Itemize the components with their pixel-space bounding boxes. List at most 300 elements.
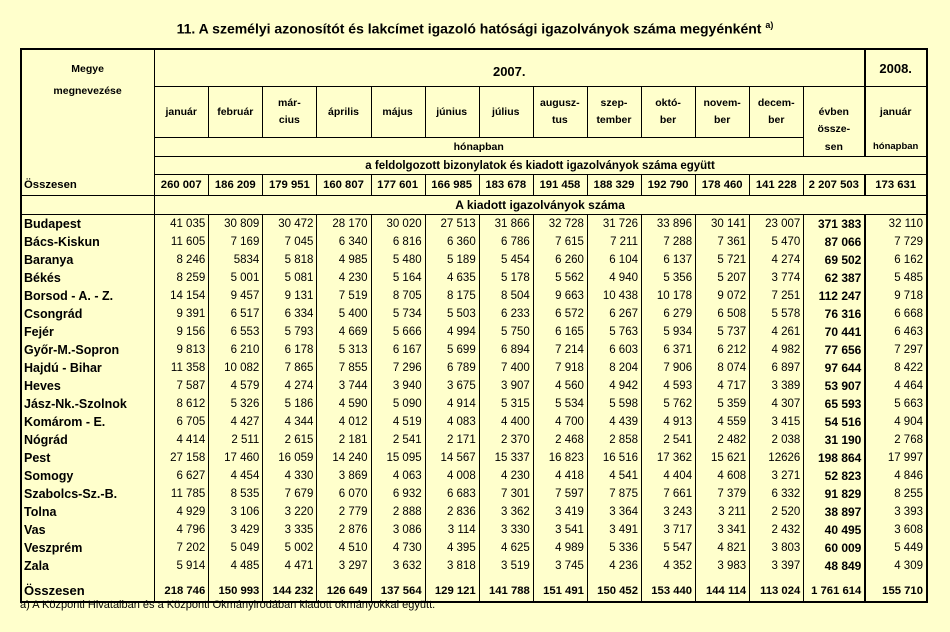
processed-total-label: Összesen — [21, 175, 155, 196]
county-value: 4 330 — [263, 467, 317, 485]
county-value: 4 307 — [750, 395, 804, 413]
grand-total-value: 144 232 — [263, 581, 317, 602]
county-value: 5 480 — [371, 251, 425, 269]
county-value: 3 243 — [642, 503, 696, 521]
table-row — [21, 305, 927, 323]
county-value: 54 516 — [804, 413, 866, 431]
county-value: 2 615 — [263, 431, 317, 449]
county-value: 4 985 — [317, 251, 371, 269]
county-value: 6 627 — [155, 467, 209, 485]
county-value: 4 344 — [263, 413, 317, 431]
county-name: Vas — [21, 521, 155, 539]
county-value: 4 274 — [750, 251, 804, 269]
county-value: 2 779 — [317, 503, 371, 521]
grand-total-value: 150 452 — [587, 581, 641, 602]
county-value: 4 625 — [479, 539, 533, 557]
county-value: 9 718 — [865, 287, 927, 305]
county-value: 2 482 — [696, 431, 750, 449]
processed-value: 160 807 — [317, 175, 371, 196]
county-value: 33 896 — [642, 214, 696, 233]
county-value: 5 762 — [642, 395, 696, 413]
county-value: 8 422 — [865, 359, 927, 377]
county-value: 6 267 — [587, 305, 641, 323]
county-value: 5 326 — [209, 395, 263, 413]
county-value: 4 914 — [425, 395, 479, 413]
month-header-7: augusz- tus — [533, 87, 587, 138]
table-row — [21, 323, 927, 341]
county-value: 6 683 — [425, 485, 479, 503]
table-row — [21, 521, 927, 539]
county-value: 4 929 — [155, 503, 209, 521]
processed-value: 141 228 — [750, 175, 804, 196]
county-value: 28 170 — [317, 214, 371, 233]
county-value: 4 230 — [317, 269, 371, 287]
blank-cell — [21, 195, 155, 214]
county-value: 5 313 — [317, 341, 371, 359]
county-value: 7 379 — [696, 485, 750, 503]
county-value: 14 567 — [425, 449, 479, 467]
county-value: 60 009 — [804, 539, 866, 557]
county-value: 8 246 — [155, 251, 209, 269]
processed-value: 177 601 — [371, 175, 425, 196]
table-row — [21, 449, 927, 467]
county-value: 6 070 — [317, 485, 371, 503]
county-value: 17 362 — [642, 449, 696, 467]
issued-label-row — [21, 195, 927, 214]
county-value: 77 656 — [804, 341, 866, 359]
county-value: 4 913 — [642, 413, 696, 431]
county-value: 5 178 — [479, 269, 533, 287]
county-value: 5 578 — [750, 305, 804, 323]
county-header-line2: megnevezése — [53, 85, 122, 97]
table-row — [21, 539, 927, 557]
county-value: 4 717 — [696, 377, 750, 395]
data-table — [20, 48, 928, 603]
county-value: 5 315 — [479, 395, 533, 413]
county-name: Csongrád — [21, 305, 155, 323]
county-value: 5 002 — [263, 539, 317, 557]
county-value: 3 393 — [865, 503, 927, 521]
county-value: 16 059 — [263, 449, 317, 467]
county-value: 4 083 — [425, 413, 479, 431]
county-name: Somogy — [21, 467, 155, 485]
county-value: 5 750 — [479, 323, 533, 341]
county-value: 4 454 — [209, 467, 263, 485]
table-row — [21, 503, 927, 521]
county-value: 4 395 — [425, 539, 479, 557]
grand-total-value: 153 440 — [642, 581, 696, 602]
county-value: 4 982 — [750, 341, 804, 359]
county-value: 4 994 — [425, 323, 479, 341]
county-value: 6 104 — [587, 251, 641, 269]
county-value: 6 137 — [642, 251, 696, 269]
county-value: 6 517 — [209, 305, 263, 323]
county-value: 8 175 — [425, 287, 479, 305]
county-value: 5 737 — [696, 323, 750, 341]
county-value: 10 082 — [209, 359, 263, 377]
county-name: Tolna — [21, 503, 155, 521]
county-value: 3 415 — [750, 413, 804, 431]
county-value: 5 663 — [865, 395, 927, 413]
county-value: 3 211 — [696, 503, 750, 521]
county-value: 30 809 — [209, 214, 263, 233]
grand-total-value: 129 121 — [425, 581, 479, 602]
table-row — [21, 359, 927, 377]
table-row — [21, 377, 927, 395]
grand-total-value: 144 114 — [696, 581, 750, 602]
county-value: 11 785 — [155, 485, 209, 503]
county-value: 32 728 — [533, 214, 587, 233]
county-name: Bács-Kiskun — [21, 233, 155, 251]
county-value: 6 463 — [865, 323, 927, 341]
county-value: 6 279 — [642, 305, 696, 323]
county-value: 5 485 — [865, 269, 927, 287]
county-value: 31 866 — [479, 214, 533, 233]
processed-value: 260 007 — [155, 175, 209, 196]
county-value: 3 397 — [750, 557, 804, 575]
county-value: 3 364 — [587, 503, 641, 521]
county-value: 10 438 — [587, 287, 641, 305]
county-value: 2 468 — [533, 431, 587, 449]
county-value: 5 914 — [155, 557, 209, 575]
county-value: 3 803 — [750, 539, 804, 557]
county-value: 3 744 — [317, 377, 371, 395]
county-value: 11 605 — [155, 233, 209, 251]
county-value: 8 259 — [155, 269, 209, 287]
county-name: Baranya — [21, 251, 155, 269]
county-value: 3 362 — [479, 503, 533, 521]
county-value: 371 383 — [804, 214, 866, 233]
month-header-11: decem- ber — [750, 87, 804, 138]
county-value: 4 904 — [865, 413, 927, 431]
county-value: 6 816 — [371, 233, 425, 251]
county-value: 31 726 — [587, 214, 641, 233]
county-value: 10 178 — [642, 287, 696, 305]
county-value: 8 705 — [371, 287, 425, 305]
county-value: 6 668 — [865, 305, 927, 323]
honapban-2008: hónapban — [865, 138, 927, 157]
county-value: 6 360 — [425, 233, 479, 251]
year-2007-header: 2007. — [155, 49, 866, 87]
county-value: 7 045 — [263, 233, 317, 251]
county-value: 9 457 — [209, 287, 263, 305]
county-value: 3 541 — [533, 521, 587, 539]
county-value: 4 261 — [750, 323, 804, 341]
processed-value: 188 329 — [587, 175, 641, 196]
county-value: 2 511 — [209, 431, 263, 449]
county-value: 4 559 — [696, 413, 750, 431]
grand-total-value: 126 649 — [317, 581, 371, 602]
jan-2008-header: január — [865, 87, 927, 138]
county-value: 4 846 — [865, 467, 927, 485]
county-value: 3 086 — [371, 521, 425, 539]
county-value: 5 562 — [533, 269, 587, 287]
county-value: 6 210 — [209, 341, 263, 359]
county-value: 7 519 — [317, 287, 371, 305]
county-value: 3 818 — [425, 557, 479, 575]
county-value: 5 534 — [533, 395, 587, 413]
county-value: 2 038 — [750, 431, 804, 449]
county-value: 76 316 — [804, 305, 866, 323]
county-name: Komárom - E. — [21, 413, 155, 431]
honapban-header: hónapban — [155, 138, 804, 157]
county-value: 6 260 — [533, 251, 587, 269]
yearly-total-sen: sen — [804, 138, 866, 157]
county-name: Szabolcs-Sz.-B. — [21, 485, 155, 503]
county-value: 5 189 — [425, 251, 479, 269]
county-value: 3 745 — [533, 557, 587, 575]
county-value: 4 274 — [263, 377, 317, 395]
processed-value: 179 951 — [263, 175, 317, 196]
county-value: 3 774 — [750, 269, 804, 287]
county-value: 4 821 — [696, 539, 750, 557]
grand-total-label: Összesen — [21, 581, 155, 602]
county-value: 4 942 — [587, 377, 641, 395]
county-value: 7 865 — [263, 359, 317, 377]
county-value: 4 012 — [317, 413, 371, 431]
grand-total-value: 113 024 — [750, 581, 804, 602]
header-row-processed — [21, 157, 927, 175]
county-value: 9 072 — [696, 287, 750, 305]
processed-value: 183 678 — [479, 175, 533, 196]
table-row — [21, 557, 927, 575]
table-row — [21, 269, 927, 287]
table-row — [21, 467, 927, 485]
county-value: 3 330 — [479, 521, 533, 539]
processed-value: 166 985 — [425, 175, 479, 196]
county-value: 91 829 — [804, 485, 866, 503]
county-value: 7 202 — [155, 539, 209, 557]
county-value: 7 211 — [587, 233, 641, 251]
county-value: 15 621 — [696, 449, 750, 467]
blank-cell — [21, 157, 155, 175]
grand-total-value: 141 788 — [479, 581, 533, 602]
county-value: 5 090 — [371, 395, 425, 413]
county-value: 27 158 — [155, 449, 209, 467]
county-value: 5 001 — [209, 269, 263, 287]
county-value: 5 470 — [750, 233, 804, 251]
county-value: 7 918 — [533, 359, 587, 377]
table-row — [21, 214, 927, 233]
grand-total-value: 151 491 — [533, 581, 587, 602]
county-value: 6 786 — [479, 233, 533, 251]
processed-value: 2 207 503 — [804, 175, 866, 196]
county-name: Fejér — [21, 323, 155, 341]
county-value: 3 419 — [533, 503, 587, 521]
county-value: 9 391 — [155, 305, 209, 323]
county-value: 2 876 — [317, 521, 371, 539]
header-row-years — [21, 49, 927, 87]
county-value: 15 095 — [371, 449, 425, 467]
county-value: 2 541 — [642, 431, 696, 449]
county-value: 5 207 — [696, 269, 750, 287]
county-name: Győr-M.-Sopron — [21, 341, 155, 359]
county-value: 4 471 — [263, 557, 317, 575]
county-value: 14 154 — [155, 287, 209, 305]
county-value: 4 590 — [317, 395, 371, 413]
county-value: 2 541 — [371, 431, 425, 449]
county-value: 7 615 — [533, 233, 587, 251]
county-value: 30 472 — [263, 214, 317, 233]
county-value: 70 441 — [804, 323, 866, 341]
month-header-2: már- cius — [263, 87, 317, 138]
county-value: 5 454 — [479, 251, 533, 269]
county-value: 30 020 — [371, 214, 425, 233]
county-value: 6 572 — [533, 305, 587, 323]
county-name: Pest — [21, 449, 155, 467]
county-value: 65 593 — [804, 395, 866, 413]
county-value: 5 400 — [317, 305, 371, 323]
county-value: 3 717 — [642, 521, 696, 539]
county-value: 3 106 — [209, 503, 263, 521]
county-value: 8 204 — [587, 359, 641, 377]
county-value: 2 888 — [371, 503, 425, 521]
county-value: 6 705 — [155, 413, 209, 431]
county-value: 9 156 — [155, 323, 209, 341]
county-value: 6 897 — [750, 359, 804, 377]
year-2008-header: 2008. — [865, 49, 927, 87]
county-value: 5 793 — [263, 323, 317, 341]
county-value: 7 214 — [533, 341, 587, 359]
county-value: 48 849 — [804, 557, 866, 575]
county-value: 5 186 — [263, 395, 317, 413]
county-value: 6 894 — [479, 341, 533, 359]
county-value: 9 131 — [263, 287, 317, 305]
county-value: 3 519 — [479, 557, 533, 575]
county-value: 6 603 — [587, 341, 641, 359]
county-value: 6 165 — [533, 323, 587, 341]
county-value: 5 049 — [209, 539, 263, 557]
county-value: 4 063 — [371, 467, 425, 485]
county-value: 6 371 — [642, 341, 696, 359]
county-value: 6 162 — [865, 251, 927, 269]
county-value: 4 352 — [642, 557, 696, 575]
county-value: 4 404 — [642, 467, 696, 485]
county-value: 4 608 — [696, 467, 750, 485]
month-header-10: novem- ber — [696, 87, 750, 138]
county-value: 6 334 — [263, 305, 317, 323]
month-header-0: január — [155, 87, 209, 138]
county-value: 31 190 — [804, 431, 866, 449]
county-value: 5 449 — [865, 539, 927, 557]
month-header-8: szep- tember — [587, 87, 641, 138]
county-value: 7 679 — [263, 485, 317, 503]
county-value: 3 429 — [209, 521, 263, 539]
county-value: 4 414 — [155, 431, 209, 449]
county-value: 3 297 — [317, 557, 371, 575]
county-value: 4 635 — [425, 269, 479, 287]
county-value: 5 763 — [587, 323, 641, 341]
county-name: Budapest — [21, 214, 155, 233]
table-row — [21, 413, 927, 431]
county-value: 5834 — [209, 251, 263, 269]
county-value: 4 560 — [533, 377, 587, 395]
county-value: 5 336 — [587, 539, 641, 557]
county-value: 5 164 — [371, 269, 425, 287]
month-header-5: június — [425, 87, 479, 138]
grand-total-value: 137 564 — [371, 581, 425, 602]
county-value: 4 730 — [371, 539, 425, 557]
county-value: 15 337 — [479, 449, 533, 467]
county-value: 6 178 — [263, 341, 317, 359]
county-value: 4 236 — [587, 557, 641, 575]
county-name: Békés — [21, 269, 155, 287]
county-value: 4 427 — [209, 413, 263, 431]
county-value: 8 255 — [865, 485, 927, 503]
issued-label: A kiadott igazolványok száma — [155, 195, 927, 214]
month-header-9: októ- ber — [642, 87, 696, 138]
county-value: 5 734 — [371, 305, 425, 323]
county-value: 5 598 — [587, 395, 641, 413]
county-value: 27 513 — [425, 214, 479, 233]
county-value: 4 989 — [533, 539, 587, 557]
county-value: 53 907 — [804, 377, 866, 395]
county-value: 8 074 — [696, 359, 750, 377]
county-value: 3 335 — [263, 521, 317, 539]
county-value: 9 663 — [533, 287, 587, 305]
table-title — [0, 20, 950, 37]
county-value: 2 370 — [479, 431, 533, 449]
processed-total-row — [21, 175, 927, 196]
county-name: Heves — [21, 377, 155, 395]
county-value: 4 579 — [209, 377, 263, 395]
county-value: 3 907 — [479, 377, 533, 395]
county-value: 4 418 — [533, 467, 587, 485]
yearly-total-header: évben összе- — [804, 87, 866, 138]
county-name: Nógrád — [21, 431, 155, 449]
processed-value: 186 209 — [209, 175, 263, 196]
county-value: 4 008 — [425, 467, 479, 485]
county-value: 6 553 — [209, 323, 263, 341]
grand-total-value: 150 993 — [209, 581, 263, 602]
county-name: Zala — [21, 557, 155, 575]
county-value: 52 823 — [804, 467, 866, 485]
county-value: 69 502 — [804, 251, 866, 269]
grand-total-value: 1 761 614 — [804, 581, 866, 602]
county-column-header — [21, 49, 155, 157]
county-value: 4 309 — [865, 557, 927, 575]
grand-total-value: 218 746 — [155, 581, 209, 602]
county-value: 8 504 — [479, 287, 533, 305]
county-value: 4 485 — [209, 557, 263, 575]
county-value: 7 361 — [696, 233, 750, 251]
table-body — [21, 175, 927, 602]
county-value: 11 358 — [155, 359, 209, 377]
county-value: 2 520 — [750, 503, 804, 521]
county-value: 2 858 — [587, 431, 641, 449]
county-value: 3 983 — [696, 557, 750, 575]
county-value: 3 608 — [865, 521, 927, 539]
county-value: 5 721 — [696, 251, 750, 269]
county-value: 6 167 — [371, 341, 425, 359]
table-row — [21, 287, 927, 305]
county-value: 6 789 — [425, 359, 479, 377]
county-value: 41 035 — [155, 214, 209, 233]
footnote: a) A Központi Hivatalban és a Központi Okmányirodában kiadott okmányokkal együtt. — [20, 599, 436, 611]
county-value: 38 897 — [804, 503, 866, 521]
county-value: 3 220 — [263, 503, 317, 521]
county-value: 9 813 — [155, 341, 209, 359]
county-value: 4 439 — [587, 413, 641, 431]
county-value: 30 141 — [696, 214, 750, 233]
table-row — [21, 341, 927, 359]
month-header-1: február — [209, 87, 263, 138]
county-value: 5 666 — [371, 323, 425, 341]
table-row — [21, 395, 927, 413]
county-value: 6 932 — [371, 485, 425, 503]
county-value: 8 612 — [155, 395, 209, 413]
county-value: 7 587 — [155, 377, 209, 395]
